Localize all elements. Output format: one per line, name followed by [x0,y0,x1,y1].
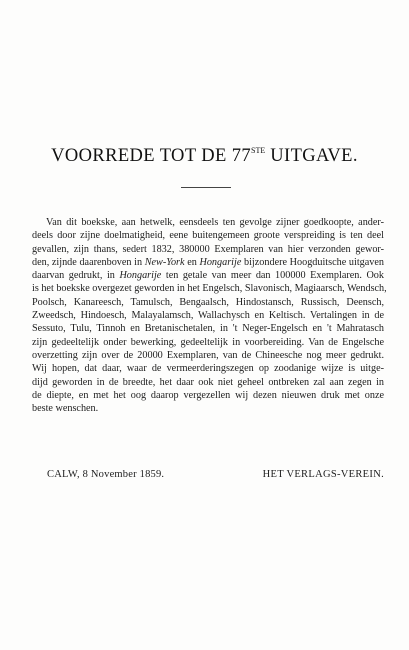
page-title [0,146,409,167]
text-run: Sessuto, Tulu, Tinnoh en Bretanischetalen, in 't Neger-Engelsch en 't Mahratasch [32,323,384,335]
title-end: UITGAVE. [270,146,358,166]
text-run: de diepte, en met het oog daarop vergezellen wij dezen nieuwen druk met onze [32,389,384,401]
text-line [32,362,384,375]
text-line [32,322,384,335]
text-line [32,216,384,229]
text-line [32,269,384,282]
text-run: bijzondere Hoogduitsche uitgaven [241,256,384,268]
italic-place-name: Hongarije [199,256,242,268]
text-line [32,243,384,256]
text-run: daarvan gedrukt, in [32,270,120,282]
text-line [32,256,384,269]
preface-paragraph [32,216,387,415]
title-divider [181,187,231,188]
text-run: overzetting zijn over de 20000 Exemplaren, van de Chineesche nog meer gedrukt. [32,349,384,361]
text-run: gevallen, zijn thans, sedert 1832, 380000 Exemplaren van hier verzonden gewor- [32,243,384,255]
text-line [32,229,384,242]
text-run: deels door zijne doelmatigheid, eene buitengemeen groote verspreiding is ten deel [32,230,384,242]
italic-place-name: New-York [144,256,185,268]
text-line [32,389,384,402]
text-line [32,402,384,415]
italic-place-name: Hongarije [119,270,162,282]
text-line [32,309,384,322]
text-run: Van dit boekske, aan hetwelk, eensdeels ten gevolge zijner goedkoopte, ander- [46,217,384,228]
text-line [32,296,384,309]
text-run: dijd geworden in de breedte, het daar ook niet geheel ontbreken zal aan zegen in [32,376,384,388]
title-main: VOORREDE TOT DE 77 [51,146,251,166]
text-line [32,349,384,362]
text-run: den, zijnde daarenboven in [32,256,145,268]
text-line [32,282,387,295]
text-run: en [184,256,200,268]
footer-publisher: HET VERLAGS-VEREIN. [262,469,384,480]
text-run: is het boekske overgezet geworden in het Engelsch, Slavonisch, Magiaarsch, Wendsch, [32,283,387,295]
text-run: Wij hopen, dat daar, waar de vermeerderingszegen op zoodanige wijze is uitge- [32,363,384,375]
text-run: Poolsch, Kanareesch, Tamulsch, Bengaalsch, Hindostansch, Russisch, Deensch, [32,296,384,308]
text-run: beste wenschen. [32,403,99,415]
text-run: zijn gedeeltelijk onder bewerking, gedeeltelijk in voorbereiding. Van de Engelsche [32,336,384,348]
text-run: Zweedsch, Hindoesch, Malayalamsch, Wallachysch en Keltisch. Vertalingen in de [32,310,384,322]
text-line [32,376,384,389]
footer-place-date: CALW, 8 November 1859. [47,469,165,480]
text-run: ten getale van meer dan 100000 Exemplaren. Ook [161,270,384,282]
title-superscript: STE [251,146,266,155]
text-line [32,336,384,349]
